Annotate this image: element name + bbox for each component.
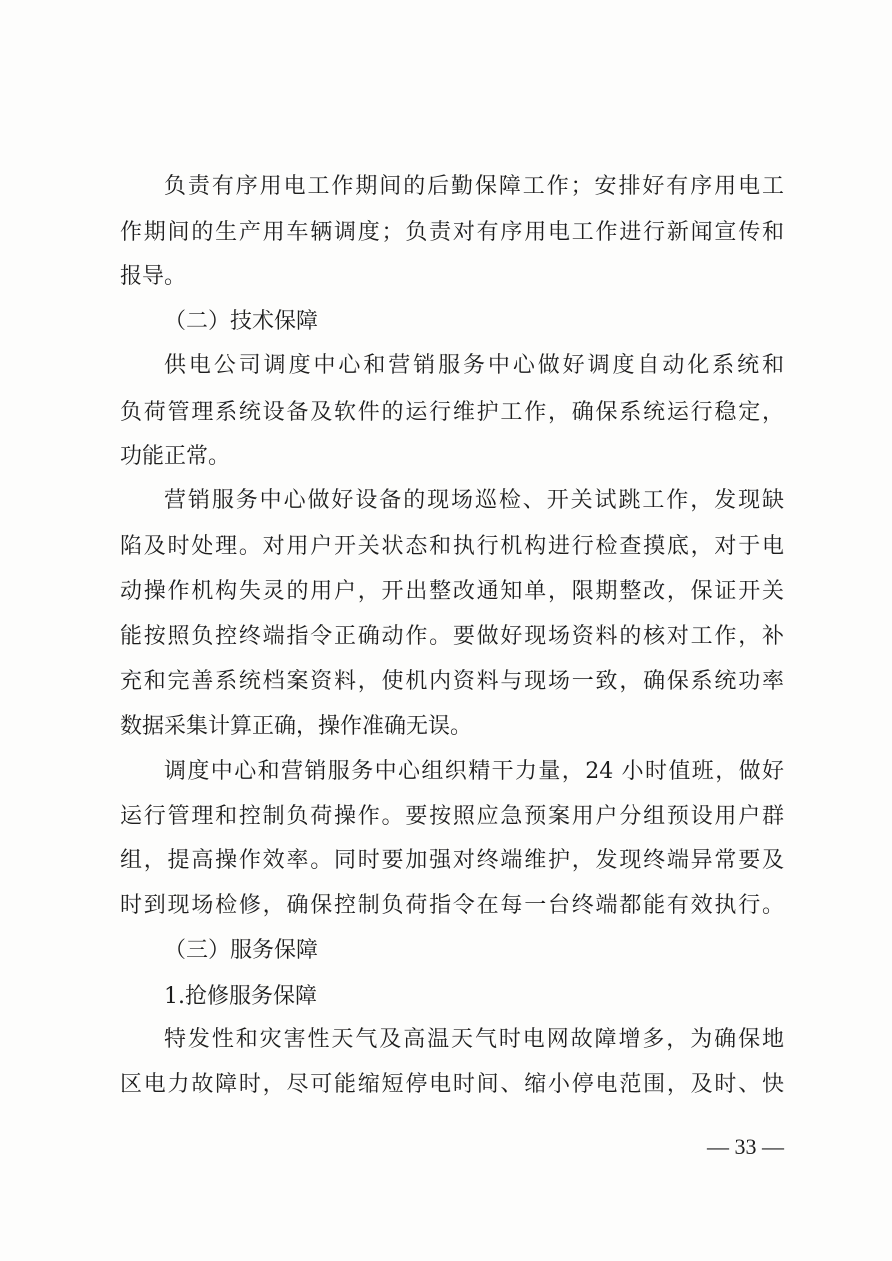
section-heading: （三）服务保障 [164,938,319,963]
paragraph-line: 报导。 [120,264,187,289]
paragraph-line: 陷及时处理。对用户开关状态和执行机构进行检查摸底，对于电 [120,534,784,559]
page-number: — 33 — [707,1134,784,1159]
paragraph-line: 调度中心和营销服务中心组织精干力量，24 小时值班，做好 [164,759,784,784]
paragraph-line: 数据采集计算正确，操作准确无误。 [120,714,473,739]
section-heading: （二）技术保障 [164,309,319,334]
paragraph-line: 负责有序用电工作期间的后勤保障工作；安排好有序用电工 [164,174,784,199]
paragraph-line: 营销服务中心做好设备的现场巡检、开关试跳工作，发现缺 [164,488,784,513]
paragraph-line: 供电公司调度中心和营销服务中心做好调度自动化系统和 [164,353,784,378]
paragraph-line: 负荷管理系统设备及软件的运行维护工作，确保系统运行稳定， [120,400,784,425]
paragraph-line: 组，提高操作效率。同时要加强对终端维护，发现终端异常要及 [120,848,784,873]
paragraph-line: 充和完善系统档案资料，使机内资料与现场一致，确保系统功率 [120,669,784,694]
paragraph-line: 能按照负控终端指令正确动作。要做好现场资料的核对工作，补 [120,624,784,649]
paragraph-line: 特发性和灾害性天气及高温天气时电网故障增多，为确保地 [164,1027,784,1052]
paragraph-line: 动操作机构失灵的用户，开出整改通知单，限期整改，保证开关 [120,579,784,604]
subsection-heading: 1.抢修服务保障 [164,984,317,1009]
paragraph-line: 功能正常。 [120,444,231,469]
paragraph-line: 运行管理和控制负荷操作。要按照应急预案用户分组预设用户群 [120,804,784,829]
paragraph-line: 作期间的生产用车辆调度；负责对有序用电工作进行新闻宣传和 [120,220,784,245]
paragraph-line: 时到现场检修，确保控制负荷指令在每一台终端都能有效执行。 [120,893,784,918]
paragraph-line: 区电力故障时，尽可能缩短停电时间、缩小停电范围，及时、快 [120,1072,784,1097]
